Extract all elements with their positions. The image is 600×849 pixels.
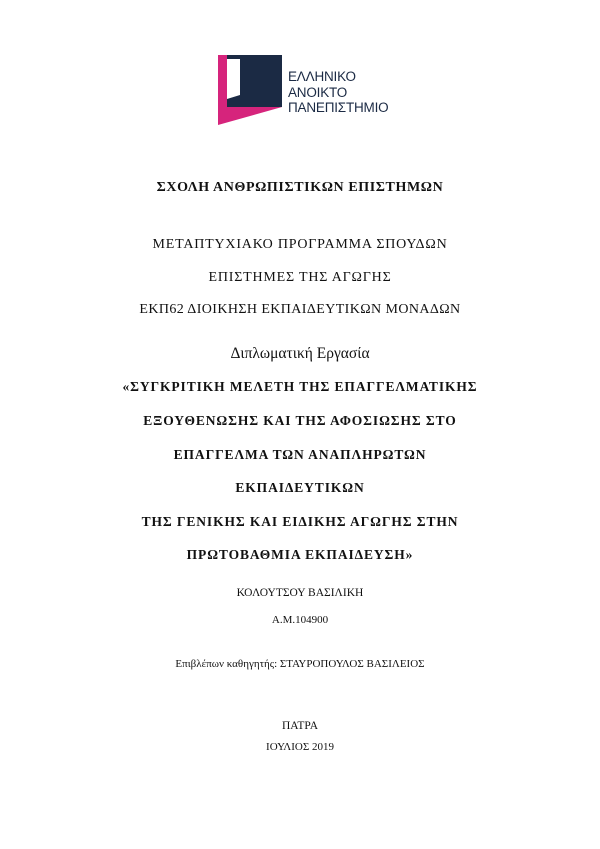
- university-logo: [218, 55, 418, 127]
- thesis-title-line: ΤΗΣ ΓΕΝΙΚΗΣ ΚΑΙ ΕΙΔΙΚΗΣ ΑΓΩΓΗΣ ΣΤΗΝ: [141, 514, 459, 529]
- logo-line-3: ΠΑΝΕΠΙΣΤΗΜΙΟ: [288, 100, 389, 115]
- city: ΠΑΤΡΑ: [281, 720, 319, 732]
- program-field: ΕΠΙΣΤΗΜΕΣ ΤΗΣ ΑΓΩΓΗΣ: [208, 270, 392, 285]
- document-type: Διπλωματική Εργασία: [230, 345, 370, 362]
- thesis-title-line: ΕΚΠΑΙΔΕΥΤΙΚΩΝ: [235, 480, 365, 495]
- logo-wordmark: [288, 69, 418, 116]
- logo-emblem-icon: [218, 55, 282, 125]
- school-name: ΣΧΟΛΗ ΑΝΘΡΩΠΙΣΤΙΚΩΝ ΕΠΙΣΤΗΜΩΝ: [156, 180, 444, 195]
- program-name: ΜΕΤΑΠΤΥΧΙΑΚΟ ΠΡΟΓΡΑΜΜΑ ΣΠΟΥΔΩΝ: [152, 237, 448, 252]
- program-module: ΕΚΠ62 ΔΙΟΙΚΗΣΗ ΕΚΠΑΙΔΕΥΤΙΚΩΝ ΜΟΝΑΔΩΝ: [139, 302, 461, 317]
- thesis-title-line: ΕΞΟΥΘΕΝΩΣΗΣ ΚΑΙ ΤΗΣ ΑΦΟΣΙΩΣΗΣ ΣΤΟ: [143, 413, 457, 428]
- logo-line-2: ΑΝΟΙΚΤΟ: [288, 84, 348, 100]
- thesis-title-line: ΕΠΑΓΓΕΛΜΑ ΤΩΝ ΑΝΑΠΛΗΡΩΤΩΝ: [173, 447, 427, 462]
- supervisor: Επιβλέπων καθηγητής: ΣΤΑΥΡΟΠΟΥΛΟΣ ΒΑΣΙΛΕΙΟΣ: [175, 658, 425, 670]
- thesis-title-line: ΠΡΩΤΟΒΑΘΜΙΑ ΕΚΠΑΙΔΕΥΣΗ»: [186, 547, 414, 562]
- student-id: Α.Μ.104900: [271, 614, 329, 626]
- logo-line-1: ΕΛΛΗΝΙΚΟ: [288, 69, 356, 84]
- thesis-title-line: «ΣΥΓΚΡΙΤΙΚΗ ΜΕΛΕΤΗ ΤΗΣ ΕΠΑΓΓΕΛΜΑΤΙΚΗΣ: [122, 379, 478, 394]
- submission-date: ΙΟΥΛΙΟΣ 2019: [266, 741, 334, 753]
- author-name: ΚΟΛΟΥΤΣΟΥ ΒΑΣΙΛΙΚΗ: [236, 587, 364, 599]
